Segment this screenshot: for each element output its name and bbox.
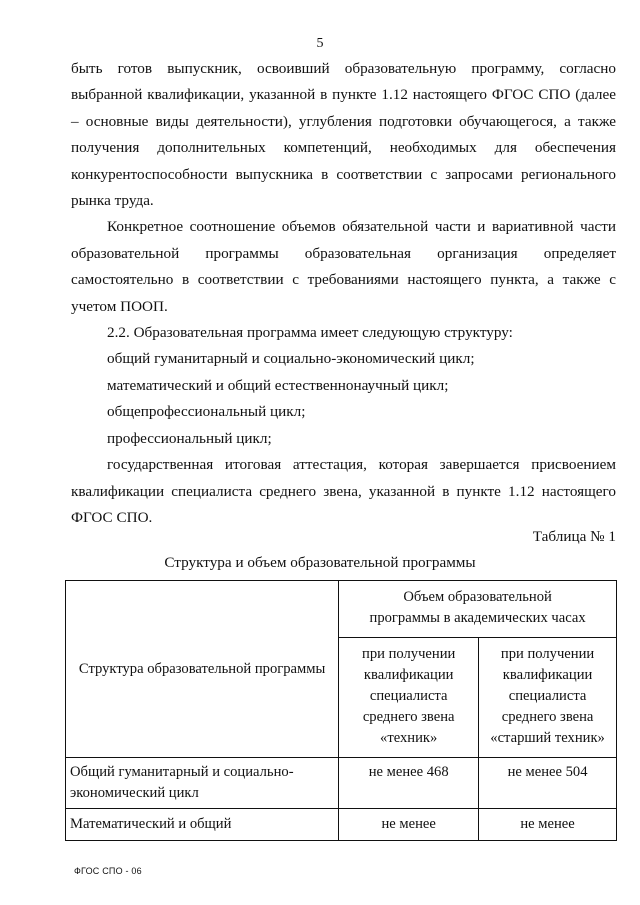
header-senior-technician-cell: при получении квалификации специалиста среднего звена «старший техник» (479, 638, 617, 758)
table-row (66, 758, 617, 809)
list-item-attestation: государственная итоговая аттестация, которая завершается присвоением квалификации специалиста среднего звена, указанной в пункте 1.12 настоящего ФГОС СПО. (71, 456, 616, 526)
header-technician-cell: при получении квалификации специалиста среднего звена «техник» (339, 638, 479, 758)
table-number: Таблица № 1 (532, 528, 616, 545)
row-value-cell: не менее (479, 809, 617, 841)
header-structure-cell: Структура образовательной программы (66, 581, 339, 758)
row-value-cell: не менее 468 (339, 758, 479, 809)
list-item: общий гуманитарный и социально-экономический цикл; (107, 350, 475, 368)
row-name-cell: Математический и общий (66, 809, 339, 841)
body-text (71, 56, 616, 531)
list-item: общепрофессиональный цикл; (107, 403, 306, 421)
footer-doc-code: ФГОС СПО - 06 (74, 866, 142, 876)
table-header-row (66, 581, 617, 638)
paragraph-ratio: Конкретное соотношение объемов обязательной части и вариативной части образовательной программы образовательная организация определяет самостоятельно в соответствии с требованиями настоящего пункта, а также с учетом ПООП. (71, 218, 616, 315)
list-item: математический и общий естественнонаучный цикл; (107, 376, 449, 394)
page-number: 5 (316, 36, 324, 51)
row-value-cell: не менее (339, 809, 479, 841)
row-value-cell: не менее 504 (479, 758, 617, 809)
header-volume-cell: Объем образовательной программы в академических часах (339, 581, 617, 638)
paragraph-continuation: быть готов выпускник, освоивший образовательную программу, согласно выбранной квалификации, указанной в пункте 1.12 настоящего ФГОС СПО (далее – основные виды деятельности), углубления подготовки обучающегося, а также получения дополнительных компетенций, необходимых для обеспечения конкурентоспособности выпускника в соответствии с запросами регионального рынка труда. (71, 60, 616, 210)
paragraph-structure-intro: 2.2. Образовательная программа имеет следующую структуру: (107, 324, 513, 342)
row-name-cell: Общий гуманитарный и социально-экономический цикл (66, 758, 339, 809)
table-title: Структура и объем образовательной программы (164, 554, 476, 571)
structure-table (65, 580, 617, 841)
list-item: профессиональный цикл; (107, 429, 272, 447)
table-row (66, 809, 617, 841)
